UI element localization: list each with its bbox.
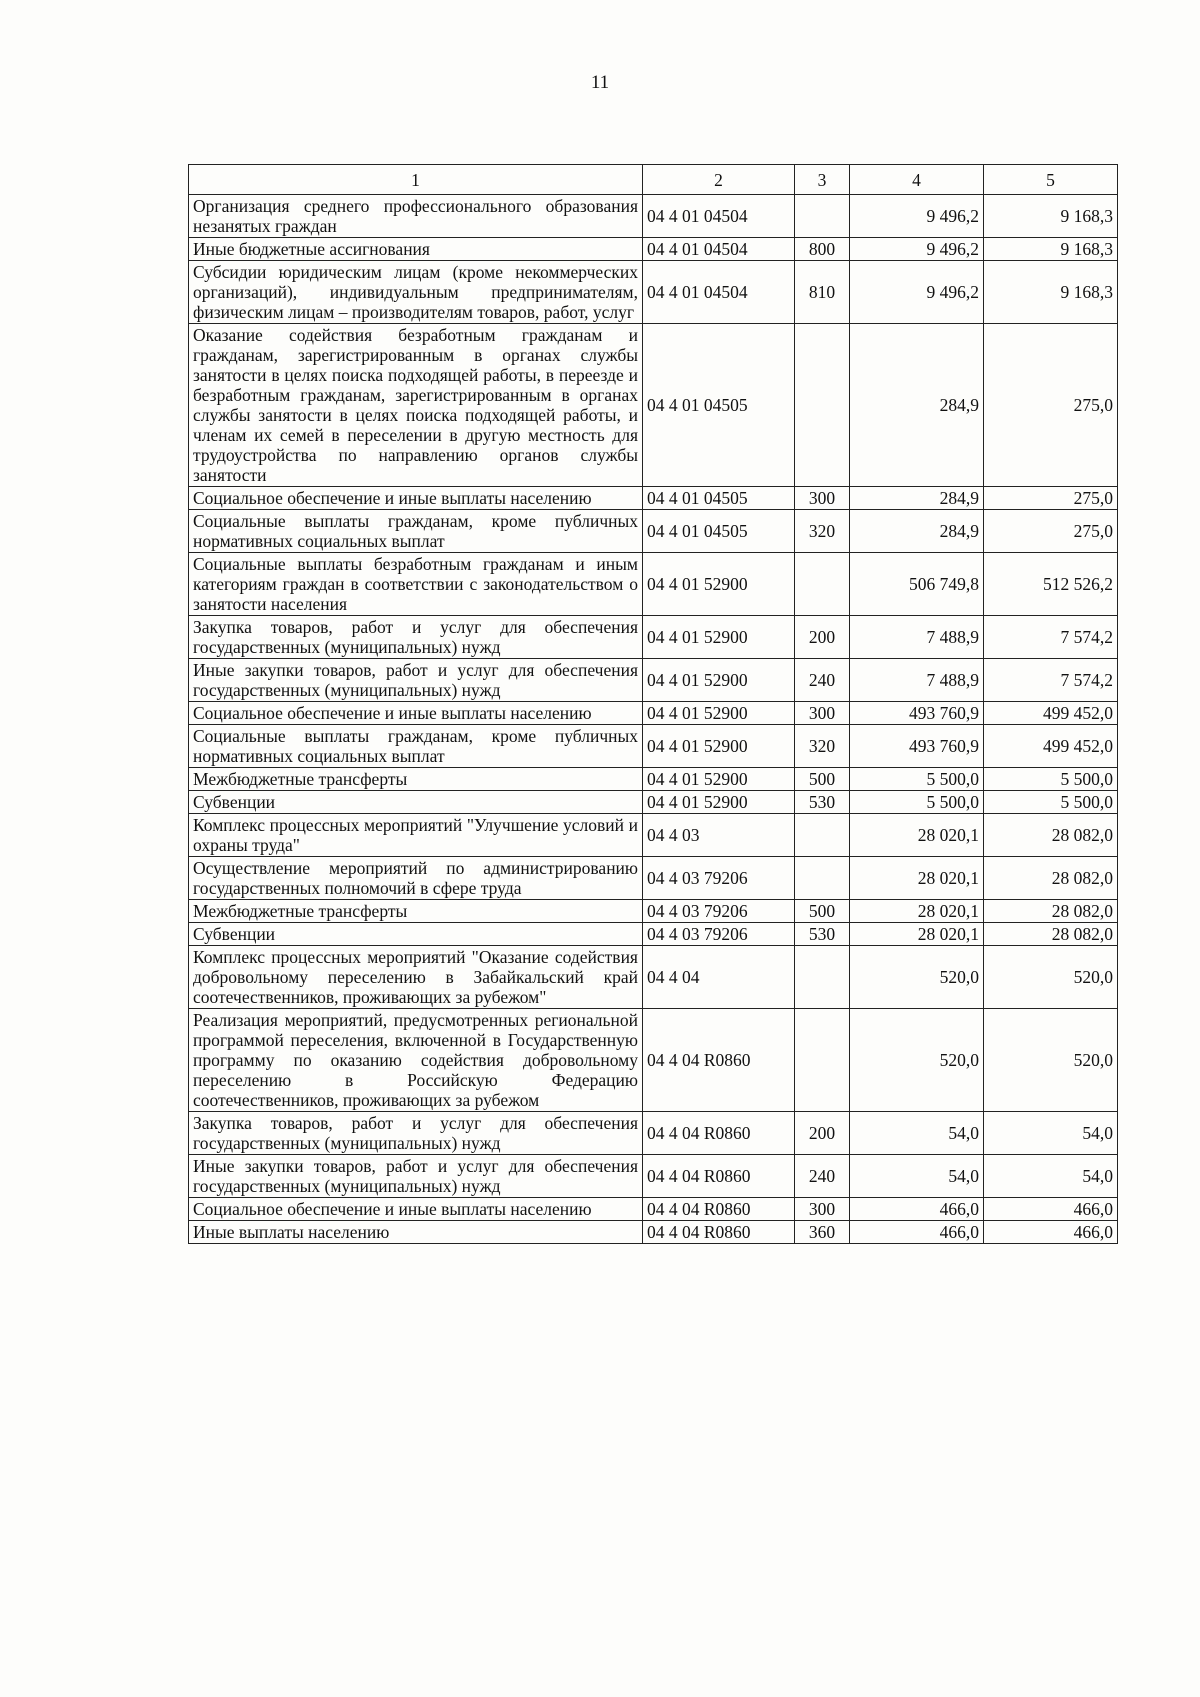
row-name: Социальное обеспечение и иные выплаты населению xyxy=(189,1198,643,1221)
row-name: Организация среднего профессионального образования незанятых граждан xyxy=(189,195,643,238)
row-value-col4: 520,0 xyxy=(850,1009,984,1112)
row-value-col4: 54,0 xyxy=(850,1112,984,1155)
row-expense-type: 300 xyxy=(795,487,850,510)
row-value-col5: 5 500,0 xyxy=(984,791,1118,814)
row-value-col5: 28 082,0 xyxy=(984,857,1118,900)
row-value-col5: 499 452,0 xyxy=(984,725,1118,768)
row-name: Социальное обеспечение и иные выплаты населению xyxy=(189,487,643,510)
row-expense-type: 300 xyxy=(795,702,850,725)
row-expense-type xyxy=(795,814,850,857)
row-value-col5: 28 082,0 xyxy=(984,900,1118,923)
row-value-col4: 7 488,9 xyxy=(850,616,984,659)
row-expense-type: 320 xyxy=(795,725,850,768)
row-name: Субсидии юридическим лицам (кроме некоммерческих организаций), индивидуальным предпринимателям, физическим лицам – производителям товаров, работ, услуг xyxy=(189,261,643,324)
row-code: 04 4 04 R0860 xyxy=(643,1009,795,1112)
row-code: 04 4 01 52900 xyxy=(643,725,795,768)
row-expense-type: 300 xyxy=(795,1198,850,1221)
row-value-col4: 466,0 xyxy=(850,1221,984,1244)
row-value-col4: 466,0 xyxy=(850,1198,984,1221)
table-row xyxy=(189,510,1118,553)
row-expense-type: 320 xyxy=(795,510,850,553)
table-row xyxy=(189,324,1118,487)
row-value-col5: 520,0 xyxy=(984,946,1118,1009)
row-code: 04 4 01 04505 xyxy=(643,510,795,553)
table-row xyxy=(189,702,1118,725)
row-value-col4: 5 500,0 xyxy=(850,768,984,791)
row-name: Закупка товаров, работ и услуг для обеспечения государственных (муниципальных) нужд xyxy=(189,1112,643,1155)
table-row xyxy=(189,195,1118,238)
row-expense-type: 800 xyxy=(795,238,850,261)
row-expense-type xyxy=(795,1009,850,1112)
table-row xyxy=(189,1155,1118,1198)
row-value-col5: 9 168,3 xyxy=(984,195,1118,238)
row-value-col4: 9 496,2 xyxy=(850,261,984,324)
row-code: 04 4 03 79206 xyxy=(643,900,795,923)
row-value-col4: 7 488,9 xyxy=(850,659,984,702)
row-value-col4: 493 760,9 xyxy=(850,725,984,768)
table-row xyxy=(189,553,1118,616)
header-col-1: 1 xyxy=(189,165,643,195)
row-name: Иные бюджетные ассигнования xyxy=(189,238,643,261)
table-row xyxy=(189,1221,1118,1244)
row-code: 04 4 01 04504 xyxy=(643,238,795,261)
row-code: 04 4 04 R0860 xyxy=(643,1112,795,1155)
row-expense-type: 530 xyxy=(795,791,850,814)
header-col-3: 3 xyxy=(795,165,850,195)
table-row xyxy=(189,857,1118,900)
row-code: 04 4 03 79206 xyxy=(643,923,795,946)
table-row xyxy=(189,946,1118,1009)
row-value-col5: 7 574,2 xyxy=(984,659,1118,702)
table-row xyxy=(189,814,1118,857)
row-name: Субвенции xyxy=(189,923,643,946)
row-code: 04 4 01 04505 xyxy=(643,487,795,510)
row-code: 04 4 01 04505 xyxy=(643,324,795,487)
row-value-col5: 28 082,0 xyxy=(984,923,1118,946)
row-name: Иные закупки товаров, работ и услуг для обеспечения государственных (муниципальных) нужд xyxy=(189,659,643,702)
row-value-col4: 493 760,9 xyxy=(850,702,984,725)
row-value-col5: 499 452,0 xyxy=(984,702,1118,725)
row-code: 04 4 03 xyxy=(643,814,795,857)
row-expense-type: 810 xyxy=(795,261,850,324)
row-name: Оказание содействия безработным гражданам и гражданам, зарегистрированным в органах службы занятости в целях поиска подходящей работы, в переезде и безработным гражданам, зарегистрированным в органах службы занятости в целях поиска подходящей работы, и членам их семей в переселении в другую местность для трудоустройства по направлению органов службы занятости xyxy=(189,324,643,487)
row-code: 04 4 01 52900 xyxy=(643,791,795,814)
row-value-col4: 28 020,1 xyxy=(850,923,984,946)
row-value-col5: 520,0 xyxy=(984,1009,1118,1112)
row-name: Социальные выплаты безработным гражданам и иным категориям граждан в соответствии с законодательством о занятости населения xyxy=(189,553,643,616)
row-expense-type: 500 xyxy=(795,900,850,923)
header-col-5: 5 xyxy=(984,165,1118,195)
table-row xyxy=(189,791,1118,814)
row-value-col5: 7 574,2 xyxy=(984,616,1118,659)
row-value-col5: 28 082,0 xyxy=(984,814,1118,857)
table-row xyxy=(189,1009,1118,1112)
table-row xyxy=(189,768,1118,791)
row-value-col5: 9 168,3 xyxy=(984,261,1118,324)
row-expense-type xyxy=(795,324,850,487)
row-name: Социальные выплаты гражданам, кроме публичных нормативных социальных выплат xyxy=(189,510,643,553)
row-value-col5: 466,0 xyxy=(984,1198,1118,1221)
row-expense-type xyxy=(795,195,850,238)
row-code: 04 4 01 52900 xyxy=(643,659,795,702)
row-name: Комплекс процессных мероприятий "Улучшение условий и охраны труда" xyxy=(189,814,643,857)
row-expense-type xyxy=(795,946,850,1009)
row-code: 04 4 01 04504 xyxy=(643,261,795,324)
row-value-col5: 54,0 xyxy=(984,1155,1118,1198)
row-code: 04 4 01 52900 xyxy=(643,768,795,791)
row-value-col4: 506 749,8 xyxy=(850,553,984,616)
row-expense-type: 530 xyxy=(795,923,850,946)
row-code: 04 4 01 52900 xyxy=(643,702,795,725)
row-value-col5: 275,0 xyxy=(984,510,1118,553)
row-expense-type: 360 xyxy=(795,1221,850,1244)
row-name: Социальное обеспечение и иные выплаты населению xyxy=(189,702,643,725)
header-col-4: 4 xyxy=(850,165,984,195)
row-value-col4: 5 500,0 xyxy=(850,791,984,814)
row-code: 04 4 01 52900 xyxy=(643,616,795,659)
row-name: Комплекс процессных мероприятий "Оказание содействия добровольному переселению в Забайкальский край соотечественников, проживающих за рубежом" xyxy=(189,946,643,1009)
row-expense-type: 240 xyxy=(795,659,850,702)
header-row xyxy=(189,165,1118,195)
row-expense-type xyxy=(795,857,850,900)
table-body xyxy=(189,195,1118,1244)
row-value-col5: 9 168,3 xyxy=(984,238,1118,261)
row-value-col5: 275,0 xyxy=(984,324,1118,487)
row-value-col5: 512 526,2 xyxy=(984,553,1118,616)
row-name: Социальные выплаты гражданам, кроме публичных нормативных социальных выплат xyxy=(189,725,643,768)
row-name: Иные выплаты населению xyxy=(189,1221,643,1244)
page-number: 11 xyxy=(590,72,610,93)
table-row xyxy=(189,725,1118,768)
row-value-col4: 28 020,1 xyxy=(850,900,984,923)
row-value-col5: 275,0 xyxy=(984,487,1118,510)
row-value-col5: 54,0 xyxy=(984,1112,1118,1155)
table-row xyxy=(189,261,1118,324)
header-col-2: 2 xyxy=(643,165,795,195)
table-row xyxy=(189,1198,1118,1221)
row-name: Реализация мероприятий, предусмотренных региональной программой переселения, включенной в Государственную программу по оказанию содействия добровольному переселению в Российскую Федерацию соотечественников, проживающих за рубежом xyxy=(189,1009,643,1112)
row-value-col5: 5 500,0 xyxy=(984,768,1118,791)
row-code: 04 4 04 xyxy=(643,946,795,1009)
row-value-col4: 9 496,2 xyxy=(850,195,984,238)
table-row xyxy=(189,1112,1118,1155)
row-value-col4: 284,9 xyxy=(850,510,984,553)
row-code: 04 4 04 R0860 xyxy=(643,1198,795,1221)
row-name: Осуществление мероприятий по администрированию государственных полномочий в сфере труда xyxy=(189,857,643,900)
row-code: 04 4 03 79206 xyxy=(643,857,795,900)
row-value-col4: 284,9 xyxy=(850,487,984,510)
row-code: 04 4 01 04504 xyxy=(643,195,795,238)
row-code: 04 4 01 52900 xyxy=(643,553,795,616)
row-expense-type: 240 xyxy=(795,1155,850,1198)
row-value-col4: 28 020,1 xyxy=(850,857,984,900)
row-expense-type: 200 xyxy=(795,1112,850,1155)
row-value-col4: 28 020,1 xyxy=(850,814,984,857)
row-code: 04 4 04 R0860 xyxy=(643,1221,795,1244)
table-row xyxy=(189,487,1118,510)
row-expense-type: 200 xyxy=(795,616,850,659)
row-name: Субвенции xyxy=(189,791,643,814)
row-name: Межбюджетные трансферты xyxy=(189,900,643,923)
row-value-col4: 520,0 xyxy=(850,946,984,1009)
row-expense-type xyxy=(795,553,850,616)
row-code: 04 4 04 R0860 xyxy=(643,1155,795,1198)
row-name: Иные закупки товаров, работ и услуг для обеспечения государственных (муниципальных) нужд xyxy=(189,1155,643,1198)
budget-table xyxy=(188,164,1118,1244)
table-row xyxy=(189,923,1118,946)
row-value-col4: 284,9 xyxy=(850,324,984,487)
row-name: Закупка товаров, работ и услуг для обеспечения государственных (муниципальных) нужд xyxy=(189,616,643,659)
table-row xyxy=(189,238,1118,261)
table-row xyxy=(189,616,1118,659)
table-row xyxy=(189,659,1118,702)
row-expense-type: 500 xyxy=(795,768,850,791)
row-value-col5: 466,0 xyxy=(984,1221,1118,1244)
row-value-col4: 54,0 xyxy=(850,1155,984,1198)
table-row xyxy=(189,900,1118,923)
row-name: Межбюджетные трансферты xyxy=(189,768,643,791)
row-value-col4: 9 496,2 xyxy=(850,238,984,261)
